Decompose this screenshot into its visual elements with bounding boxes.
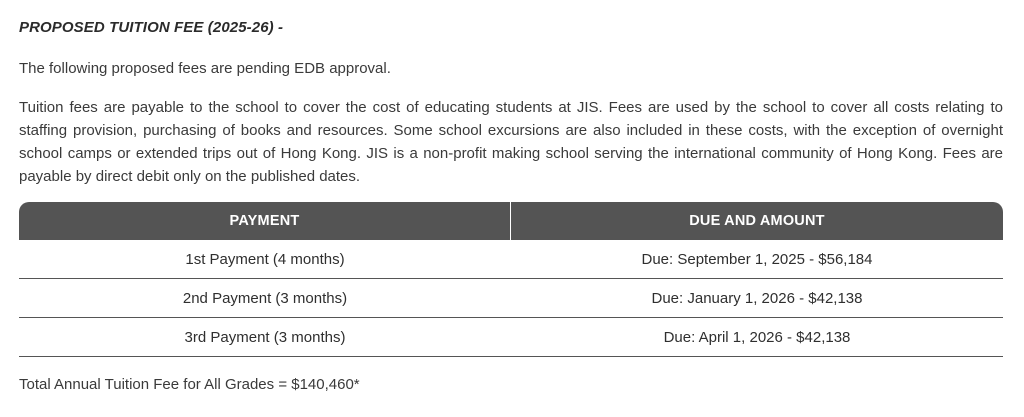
header-due-and-amount: DUE AND AMOUNT (511, 202, 1003, 240)
payment-cell: 2nd Payment (3 months) (19, 279, 511, 318)
due-amount-cell: Due: January 1, 2026 - $42,138 (511, 279, 1003, 318)
intro-text: The following proposed fees are pending EDB approval. (19, 60, 391, 77)
payment-cell: 3rd Payment (3 months) (19, 318, 511, 357)
fee-description-paragraph: Tuition fees are payable to the school to cover the cost of educating students at JIS. Fees are used by the school to cover all costs relating to staffing provision, purchasing of books and resources. Some school excursions are also included in these costs, with the exception of overnight school camps or extended trips out of Hong Kong. JIS is a non-profit making school serving the international community of Hong Kong. Fees are payable by direct debit only on the published dates. (19, 99, 1003, 185)
payment-cell: 1st Payment (4 months) (19, 240, 511, 279)
due-amount-cell: Due: September 1, 2025 - $56,184 (511, 240, 1003, 279)
table-row (19, 279, 1003, 318)
due-amount-cell: Due: April 1, 2026 - $42,138 (511, 318, 1003, 357)
total-annual-fee: Total Annual Tuition Fee for All Grades = $140,460* (19, 376, 360, 393)
fee-schedule-table (19, 202, 1003, 357)
table-row (19, 318, 1003, 357)
table-row (19, 240, 1003, 279)
header-payment: PAYMENT (19, 202, 511, 240)
table-header-row (19, 202, 1003, 240)
section-heading: PROPOSED TUITION FEE (2025-26) - (19, 19, 284, 36)
